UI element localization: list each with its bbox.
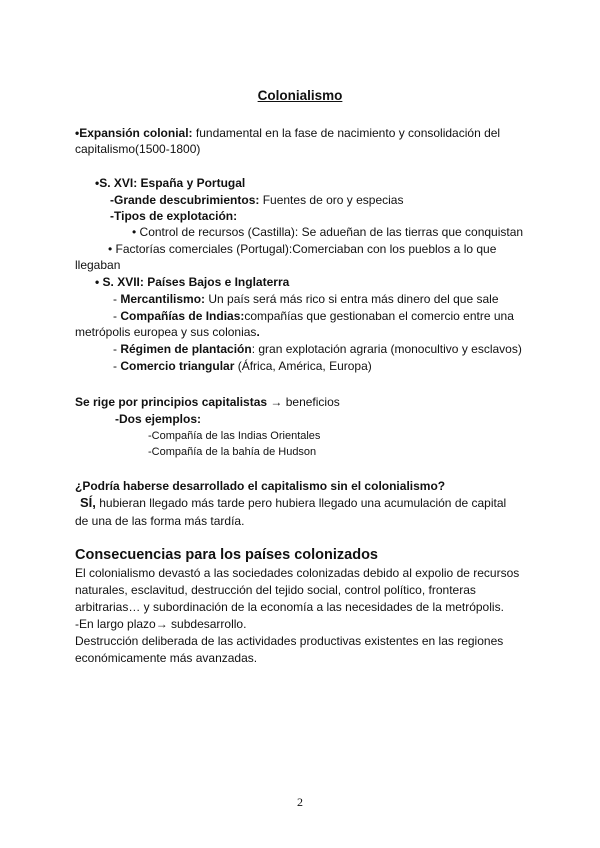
principios-text: beneficios: [285, 395, 340, 409]
expansion-line-2: capitalismo(1500-1800): [75, 142, 201, 156]
expansion-label: Expansión colonial:: [79, 126, 193, 140]
principios-line: [75, 394, 340, 410]
pregunta-answer-line-1: [80, 495, 506, 511]
s17-comp-line-2: [75, 324, 260, 340]
expansion-text: fundamental en la fase de nacimiento y consolidación del: [192, 126, 501, 140]
consecuencias-line-5: Destrucción deliberada de las actividades productivas existentes en las regiones: [75, 634, 504, 648]
s17-reg-text: : gran explotación agraria (monocultivo y esclavos): [251, 342, 522, 356]
principios-ejemplo-2: -Compañía de la bahía de Hudson: [148, 446, 317, 458]
principios-ejemplo-1: -Compañía de las Indias Orientales: [148, 430, 321, 442]
s17-merc-label: Mercantilismo:: [120, 292, 206, 306]
s16-heading: •S. XVI: España y Portugal: [95, 176, 246, 190]
s17-merc-dash: -: [113, 292, 121, 306]
s17-merc-text: Un país será más rico si entra más dinero del que sale: [205, 292, 499, 306]
s17-heading: • S. XVII: Países Bajos e Inglaterra: [95, 275, 290, 289]
s17-comp-text-1: compañías que gestionaban el comercio entre una: [244, 309, 514, 323]
s17-comp-line-1: [113, 308, 514, 324]
s17-merc-line: [113, 291, 499, 307]
expansion-bullet: •: [75, 126, 80, 140]
s16-grandes-text: Fuentes de oro y especias: [259, 193, 404, 207]
principios-ejemplos: -Dos ejemplos:: [115, 412, 202, 426]
principios-arrow: →: [267, 395, 286, 409]
consecuencias-line-4: -En largo plazo→ subdesarrollo.: [75, 617, 247, 631]
s16-factorias-1: • Factorías comerciales (Portugal):Comerciaban con los pueblos a lo que: [108, 242, 497, 256]
pregunta-answer-2: de una de las forma más tardía.: [75, 514, 245, 528]
pregunta-question: ¿Podría haberse desarrollado el capitalismo sin el colonialismo?: [75, 479, 446, 493]
pregunta-answer-1: hubieran llegado más tarde pero hubiera llegado una acumulación de capital: [95, 496, 507, 510]
pregunta-si: SÍ,: [80, 495, 96, 510]
s17-com-label: Comercio triangular: [120, 359, 235, 373]
principios-label: Se rige por principios capitalistas: [75, 395, 268, 409]
s16-grandes-label: -Grande descubrimientos:: [110, 193, 260, 207]
consecuencias-line-3: arbitrarias… y subordinación de la economía a las necesidades de la metrópolis.: [75, 600, 504, 614]
page-number: 2: [297, 795, 303, 809]
s17-reg-dash: -: [113, 342, 121, 356]
s17-comp-text-2: metrópolis europea y sus colonias: [75, 325, 257, 339]
s17-comp-label: Compañías de Indias:: [120, 309, 245, 323]
s16-factorias-2: llegaban: [75, 258, 121, 272]
consecuencias-line-1: El colonialismo devastó a las sociedades colonizadas debido al expolio de recursos: [75, 566, 520, 580]
s17-com-line: [113, 358, 372, 374]
s17-com-text: (África, América, Europa): [234, 359, 372, 373]
s17-reg-label: Régimen de plantación: [120, 342, 252, 356]
page-title: Colonialismo: [257, 88, 343, 103]
s16-grandes-line: [110, 192, 403, 208]
consecuencias-line-2: naturales, esclavitud, destrucción del tejido social, control político, fronteras: [75, 583, 476, 597]
expansion-line-1: [75, 125, 500, 141]
s16-tipos-label: -Tipos de explotación:: [110, 209, 238, 223]
s16-control: • Control de recursos (Castilla): Se adueñan de las tierras que conquistan: [132, 225, 524, 239]
s17-com-dash: -: [113, 359, 121, 373]
s17-reg-line: [113, 341, 522, 357]
consecuencias-heading: Consecuencias para los países colonizados: [75, 547, 378, 563]
consecuencias-line-6: económicamente más avanzadas.: [75, 651, 258, 665]
s17-comp-end: .: [256, 325, 260, 339]
s17-comp-dash: -: [113, 309, 121, 323]
